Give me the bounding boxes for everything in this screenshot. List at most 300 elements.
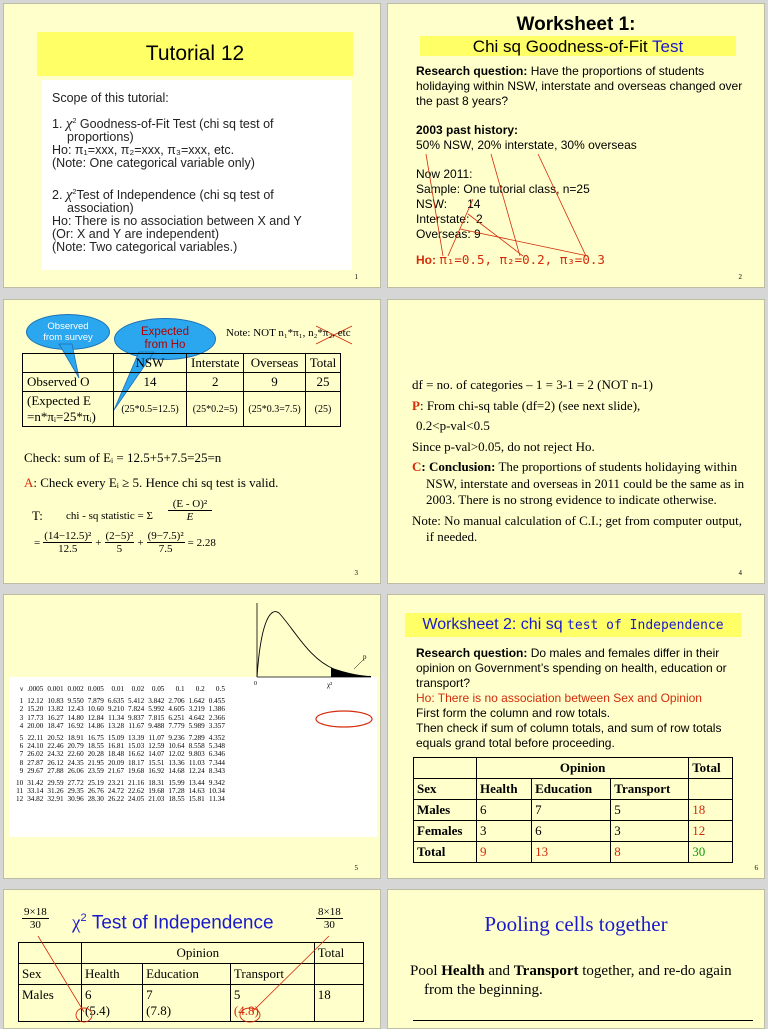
chi-value-cell: 6.635 [107,697,125,706]
fraction-3 [147,530,185,555]
opinion-header: Opinion [477,758,689,779]
col-health: Health [477,779,532,800]
observed-value: 5 [233,987,241,1002]
expected-row [23,392,341,427]
chi-value-cell: 16.27 [47,713,64,722]
page-number: 6 [754,864,758,872]
fraction-3-num: (9−7.5)² [147,530,184,542]
chi-value-cell: 21.16 [128,779,145,788]
fraction-1-den: 12.5 [58,543,78,555]
chi-axis-label: χ² [327,681,333,689]
col-education: Education [532,779,611,800]
chi-value-cell: 17.73 [27,713,44,722]
scope-label: Scope of this tutorial: [52,91,169,105]
p-text: : From chi-sq table (df=2) (see next slide), [419,397,641,413]
chi-value-cell: 13.44 [188,779,205,788]
col-transport: Transport [230,964,314,985]
chi-header-cell: 0.05 [151,685,165,693]
fraction-2-num: (2−5)² [105,530,134,542]
overseas-count: Overseas: 9 [416,227,481,241]
expected-nsw: (25*0.5=12.5) [114,392,187,427]
arrow-line [38,936,84,1012]
highlight-overlay [4,595,381,879]
bold-transport: Transport [513,963,579,979]
chi-value-cell: 18.55 [87,742,104,751]
t-label: T: [32,508,43,523]
check-text: Check: sum of Eᵢ = 12.5+5+7.5=25=n [24,450,222,465]
observed-value: 6 [85,987,92,1002]
chi-value-cell: 3.842 [148,697,165,706]
page-number: 5 [354,864,358,872]
slide-8-text [410,962,764,1000]
chi-value-cell: 21.95 [87,758,104,767]
col-total-value: 13 [532,842,611,863]
chi-value-cell: 17.28 [168,787,185,796]
chi-value-cell: 26.22 [107,795,125,804]
assumption-line [24,475,278,491]
history-label: 2003 past history: [416,123,519,137]
chi-value-cell: 15.09 [107,734,125,743]
title-text: Test of Independence [86,912,274,934]
chi-value-cell: 6.346 [208,750,225,759]
chi-value-cell: 6.251 [168,713,185,722]
expected-value: (7.8) [146,1003,172,1018]
item-2-alt: (Or: X and Y are independent) [52,227,220,242]
arrow-line [460,229,588,256]
chi-value-cell: 7.879 [87,697,104,706]
chi-value-cell: 5.992 [148,705,165,714]
chi-value-cell: 34.82 [27,795,44,804]
zero-label: 0 [254,681,257,687]
header-row-2 [414,779,733,800]
row-label: Males [19,985,82,1022]
observed-overseas: 9 [244,373,305,392]
slide-2 [387,3,765,288]
slide-8 [387,889,765,1029]
item-1-text: Goodness-of-Fit Test (chi sq test of [76,117,274,132]
chi-value-cell: 23.59 [87,766,104,775]
subtitle-text: Chi sq Goodness-of-Fit [472,37,653,56]
df-cell: 11 [16,787,24,796]
item-2-note: (Note: Two categorical variables.) [52,240,238,255]
item-1-line-2: proportions) [67,130,134,145]
observed-total: 25 [305,373,341,392]
df-cell: 1 [19,697,24,706]
expected-label [23,392,114,427]
chi-value-cell: 18.31 [148,779,165,788]
df-cell: 4 [19,721,24,730]
totals-label: Total [414,842,477,863]
header-row-1 [414,758,733,779]
corner-cell [414,758,477,779]
rq-text: Do males and females differ in their opinion on Government’s spending on health, education or transport? [416,646,727,690]
grand-total: 30 [689,842,733,863]
since-line: Since p-val>0.05, do not reject Ho. [412,438,595,454]
expected-label-line-1: (Expected E [27,393,91,408]
chi-value-cell: 21.67 [107,766,125,775]
chi-value-cell: 8.343 [208,766,225,775]
chi-value-cell: 12.24 [188,766,205,775]
row-label: Males [414,800,477,821]
highlight-ellipse [316,711,372,727]
chi-value-cell: 22.11 [27,734,44,743]
chi-header-cell: 0.005 [87,685,104,693]
col-sex: Sex [19,964,82,985]
slide-4 [387,299,765,584]
chi-value-cell: 18.17 [128,758,145,767]
nsw-count: NSW: 14 [416,197,481,211]
chi-value-cell: 12.12 [27,697,44,706]
expected-overseas: (25*0.3=7.5) [244,392,305,427]
chi-value-cell: 3.219 [188,705,205,714]
chi-value-cell: 10.60 [87,705,104,714]
arrows-overlay [388,4,765,288]
fraction-2 [105,530,135,555]
df-cell: 9 [19,766,24,775]
chi-header-cell: ν [19,685,24,693]
chi-value-cell: 13.36 [168,758,185,767]
cell: 6 [532,821,611,842]
row-total: 18 [689,800,733,821]
chi-value-cell: 20.79 [67,742,84,751]
chi-value-cell: 15.20 [27,705,44,714]
page-number: 4 [738,569,742,577]
chi-value-cell: 32.91 [47,795,64,804]
row-label: Females [414,821,477,842]
chi-value-cell: 18.91 [67,734,84,743]
fraction-2-den: 5 [116,543,123,555]
c-bold: : Conclusion: [421,459,496,474]
chi-value-cell: 9.210 [107,705,125,714]
slide-1-text [52,92,352,254]
slide-3 [3,299,381,584]
slide-6 [387,594,765,879]
interstate-count: Interstate: 2 [416,212,483,226]
col-sex: Sex [414,779,477,800]
cell: 3 [611,821,689,842]
highlight-ellipse [76,1008,92,1022]
research-question [416,646,746,691]
arrows-overlay [4,890,381,1029]
item-2-ho: Ho: There is no association between X and Y [52,214,302,229]
chi-value-cell: 14.07 [148,750,165,759]
rq-label: Research question: [416,64,528,78]
cell: 6 [477,800,532,821]
chi-value-cell: 9.837 [128,713,145,722]
chi-value-cell: 9.550 [67,697,84,706]
chi-value-cell: 29.35 [67,787,84,796]
observed-interstate: 2 [187,373,244,392]
chi-value-cell: 21.03 [148,795,165,804]
chi-symbol: χ [65,116,73,133]
chi-value-cell: 29.59 [47,779,64,788]
sample-text: Sample: One tutorial class, n=25 [416,182,590,196]
plus-sign: + [95,536,102,549]
fraction-den: 30 [323,919,335,931]
chi-value-cell: 5.348 [208,742,225,751]
page-number: 2 [738,273,742,281]
chi-value-cell: 28.30 [87,795,104,804]
equals-sign: = [34,536,41,549]
table-row [414,800,733,821]
p-label: P [412,397,420,413]
fraction-1 [43,530,92,555]
col-nsw: NSW [114,354,187,373]
chi-value-cell: 15.03 [128,742,145,751]
chi-value-cell: 1.386 [208,705,225,714]
col-overseas: Overseas [244,354,305,373]
arrow-line [426,154,443,256]
chi-value-cell: 10.64 [168,742,185,751]
slide-5 [3,594,381,879]
df-cell: 8 [19,758,24,767]
chi-value-cell: 7.824 [128,705,145,714]
now-label: Now 2011: [416,167,473,181]
chi-value-cell: 18.48 [107,750,125,759]
expected-bubble-text: Expected from Ho [141,326,189,351]
result-value: = 2.28 [187,536,216,549]
item-1 [52,115,352,131]
chi-value-cell: 18.47 [47,721,64,730]
fraction-num: 9×18 [24,906,47,918]
text-part: together, and re-do again from the beginning. [424,963,732,998]
chi-value-cell: 13.39 [128,734,145,743]
stat-fraction-num: (E - O)² [168,498,212,511]
chi-value-cell: 7.815 [148,713,165,722]
chi-value-cell: 16.92 [67,721,84,730]
chi-value-cell: 16.75 [87,734,104,743]
chi-header-cell: 0.001 [47,685,64,693]
chi-value-cell: 12.02 [168,750,185,759]
chi-header-cell: 0.1 [175,685,185,693]
observed-row [23,373,341,392]
total-header: Total [314,943,363,964]
ho-text: π₁=0.5, π₂=0.2, π₃=0.3 [439,252,605,267]
chi-value-cell: 26.12 [47,758,64,767]
chi-value-cell: 15.81 [188,795,205,804]
chi-header-cell: .0005 [27,685,44,693]
chi-value-cell: 2.706 [168,697,185,706]
chi-value-cell: 20.00 [27,721,44,730]
conclusion [412,459,752,509]
chi-value-cell: 14.86 [87,721,104,730]
arrow-line [468,214,523,256]
chi-value-cell: 26.76 [87,787,104,796]
chi-value-cell: 7.289 [188,734,205,743]
col-interstate: Interstate [187,354,244,373]
chi-value-cell: 22.60 [67,750,84,759]
chi-value-cell: 15.51 [148,758,165,767]
stat-fraction-den: E [186,511,194,523]
expected-label-line-2: =n*πᵢ=25*πᵢ) [27,409,96,424]
chi-value-cell: 9.803 [188,750,205,759]
chi-value-cell: 30.96 [67,795,84,804]
item-2-line-2: association) [67,201,134,216]
chi-header-cell: 0.2 [195,685,205,693]
col-transport: Transport [611,779,689,800]
chi-value-cell: 25.19 [87,779,104,788]
df-cell: 12 [16,795,24,804]
chi-value-cell: 12.84 [87,713,104,722]
col-total: Total [305,354,341,373]
title-text: Worksheet 2: chi sq [422,616,568,633]
chi-value-cell: 22.62 [128,787,145,796]
chi-value-cell: 12.59 [148,742,165,751]
opinion-header: Opinion [82,943,315,964]
chi-value-cell: 10.83 [47,697,64,706]
subtitle-test-word: Test [652,37,684,56]
stat-fraction [168,498,212,523]
cell: 7 [532,800,611,821]
pval-range: 0.2<p-val<0.5 [416,418,490,433]
slide-6-title [405,616,741,634]
note-text: Note: NOT n₁*π₁, n₂*π₂, etc [226,327,351,339]
chi-header-cell: 0.002 [67,685,84,693]
df-cell: 7 [19,750,24,759]
slide-1 [3,3,381,288]
chi-value-cell: 10.34 [208,787,225,796]
chi-value-cell: 31.26 [47,787,64,796]
null-hypothesis: Ho: There is no association between Sex and Opinion [416,691,702,705]
chi-value-cell: 11.07 [148,734,165,743]
item-1-note: (Note: One categorical variable only) [52,156,255,171]
slide-7 [3,889,381,1029]
plus-sign: + [137,536,144,549]
stat-label: chi - sq statistic = Σ [66,510,153,522]
chi-value-cell: 18.55 [168,795,185,804]
chi-value-cell: 3.357 [208,721,225,730]
instruction-2: Then check if sum of column totals, and sum of row totals equals grand total before proceeding. [416,721,722,750]
page-number: 3 [354,569,358,577]
col-total-value: 8 [611,842,689,863]
calc-line [34,530,216,555]
slide-2-title: Worksheet 1: [516,14,636,35]
a-text: : Check every Eᵢ ≥ 5. Hence chi sq test is valid. [33,475,279,490]
p-mark: p [363,653,367,661]
chi-value-cell: 7.344 [208,758,225,767]
chi-value-cell: 20.52 [47,734,64,743]
p-line [412,398,752,415]
chi-value-cell: 11.34 [108,713,125,722]
item-1-number: 1. [52,117,63,132]
fraction-1-num: (14−12.5)² [44,530,92,542]
bold-health: Health [441,963,485,979]
row-total: 12 [689,821,733,842]
chi-value-cell: 27.72 [67,779,84,788]
total-header: Total [689,758,733,779]
chi-value-cell: 27.87 [27,758,44,767]
chi-value-cell: 11.34 [209,795,225,804]
slide-8-title: Pooling cells together [484,912,668,936]
chi-header-cell: 0.02 [131,685,145,693]
col-health: Health [82,964,143,985]
title-text-2: test of Independence [567,618,724,633]
chi-value-cell: 1.642 [188,697,205,706]
chi-superscript: 2 [72,118,77,125]
chi-value-cell: 12.43 [67,705,84,714]
chi-value-cell: 11.03 [188,758,205,767]
chi-value-cell: 24.05 [128,795,145,804]
arrow-line [538,154,586,256]
fraction-num: 8×18 [318,906,341,918]
chi-value-cell: 4.642 [188,713,205,722]
chi-superscript: 2 [72,189,77,197]
expected-value: (5.4) [85,1003,110,1018]
rq-text: Have the proportions of students holidaying within NSW, interstate and overseas changed over the past 8 years? [416,64,743,108]
rq-label: Research question: [416,646,528,660]
arrow-line [448,199,473,256]
chi-value-cell: 27.88 [47,766,64,775]
chi-value-cell: 26.06 [67,766,84,775]
chi-value-cell: 0.455 [208,697,225,706]
item-2 [52,186,352,202]
expected-interstate: (25*0.2=5) [187,392,244,427]
slide-4-body [412,377,752,546]
df-cell: 3 [19,713,24,722]
expected-value: (4.8) [233,1003,259,1018]
fraction-3-den: 7.5 [158,543,173,555]
chi-value-cell: 22.46 [47,742,64,751]
item-1-ho: Ho: π₁=xxx, π₂=xxx, π₃=xxx, etc. [52,143,235,158]
history-text: 50% NSW, 20% interstate, 30% overseas [416,138,637,152]
fraction-den: 30 [29,919,41,931]
chi-symbol: χ [72,912,81,934]
chi-value-cell: 14.68 [168,766,185,775]
table-header-row [23,354,341,373]
highlight-ellipse [240,1008,260,1022]
col-total-empty [689,779,733,800]
table-corner [23,354,114,373]
chi-value-cell: 19.68 [128,766,145,775]
chi-value-cell: 7.779 [168,721,185,730]
chi-value-cell: 13.82 [47,705,64,714]
chi-value-cell: 2.366 [208,713,225,722]
opinion-table [413,757,733,863]
chi-value-cell: 24.72 [107,787,125,796]
observed-expected-table [22,353,341,427]
arrow-line [252,936,329,1012]
observed-nsw: 14 [114,373,187,392]
chi-value-cell: 24.35 [67,758,84,767]
df-cell: 6 [19,742,24,751]
chi-value-cell: 16.81 [107,742,125,751]
observed-label: Observed O [23,373,114,392]
ho-label: Ho: [416,253,440,267]
row-total: 18 [314,985,363,1022]
chi-value-cell: 33.14 [27,787,44,796]
cell: 3 [477,821,532,842]
expected-total: (25) [305,392,341,427]
chi-value-cell: 16.62 [128,750,145,759]
chi-value-cell: 5.412 [128,697,145,706]
instruction-1: First form the column and row totals. [416,706,611,720]
chi-value-cell: 4.352 [208,734,225,743]
chi-value-cell: 9.488 [148,721,165,730]
chi-value-cell: 20.09 [107,758,125,767]
chi-header-cell: 0.5 [215,685,225,693]
chi-value-cell: 23.21 [107,779,125,788]
chi-value-cell: 15.99 [168,779,185,788]
chi-value-cell: 26.02 [27,750,44,759]
page-number: 1 [354,273,358,281]
totals-row [414,842,733,863]
item-2-number: 2. [52,188,63,203]
chi-value-cell: 9.342 [208,779,225,788]
c-label: C [412,459,422,474]
chi-value-cell: 8.558 [188,742,205,751]
chi-value-cell: 4.605 [168,705,185,714]
c-text: The proportions of students holidaying within NSW, interstate and overseas in 2011 could be the same as in 2003. There is no strong evidence to indicate otherwise. [426,459,745,507]
